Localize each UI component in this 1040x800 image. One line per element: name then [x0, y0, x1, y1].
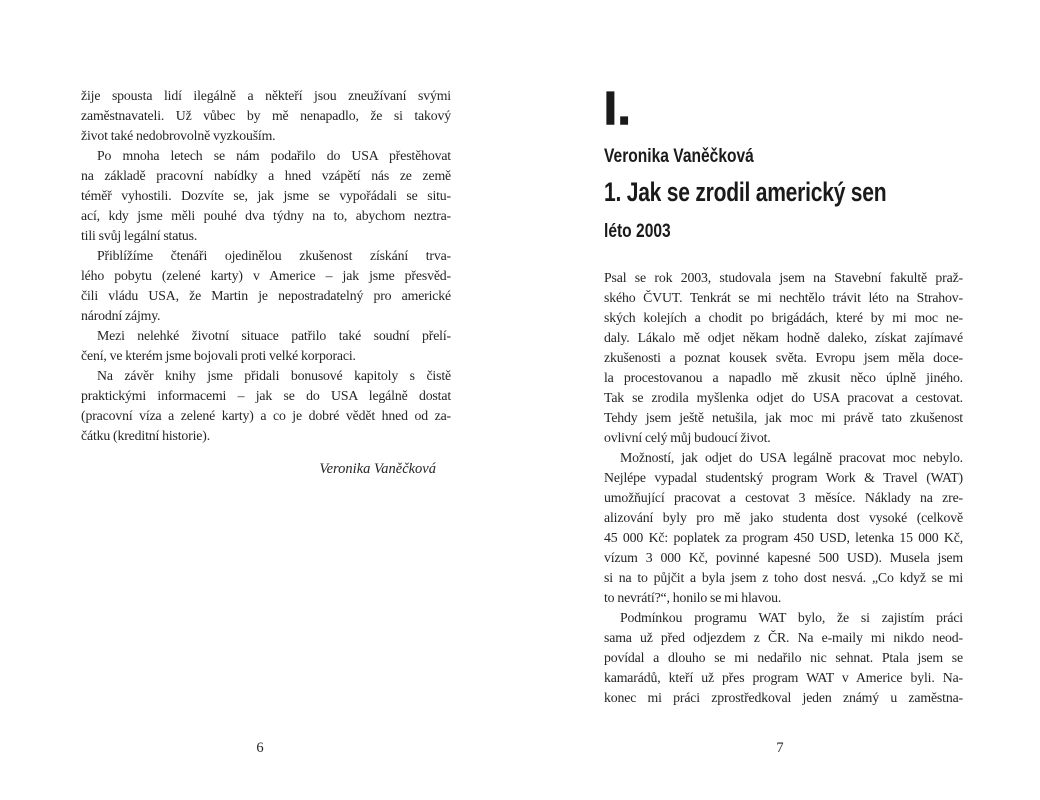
text-line: alizování byly pro mě jako studenta dost vysoké (celkově: [604, 510, 963, 525]
text-line: povídal a dlouho se mi nedařilo nic sehnat. Ptala jsem se: [604, 650, 963, 665]
part-numeral: I.: [604, 82, 632, 134]
page-number-left: 6: [256, 740, 264, 756]
text-line: vízum 3 000 Kč, povinné kapesné 500 USD). Musela jsem: [604, 550, 963, 565]
text-line: ovlivní celý můj budoucí život.: [604, 430, 771, 445]
text-line: čátku (kreditní historie).: [81, 428, 211, 443]
text-line: zkušenosti a poznat kousek světa. Evropu jsem měla doce-: [604, 350, 963, 365]
text-line: národní zájmy.: [81, 308, 161, 323]
text-line: praktickými informacemi – jak se do USA legálně dostat: [81, 388, 451, 403]
chapter-author: Veronika Vaněčková: [604, 146, 754, 167]
text-line: sama už před odjezdem z ČR. Na e-maily mi nikdo neod-: [604, 630, 963, 645]
text-line: ských kolejích a chodit po brigádách, které by mi moc ne-: [604, 310, 963, 325]
text-line: kamarádů, kteří už přes program WAT v Americe byli. Na-: [604, 670, 963, 685]
text-line: la procestovanou a napadlo mě zkusit něco úplně jiného.: [604, 370, 963, 385]
text-line: lého pobytu (zelené karty) v Americe – jak jsme přesvěd-: [81, 268, 451, 283]
text-line: Na závěr knihy jsme přidali bonusové kapitoly s čistě: [97, 368, 451, 383]
text-line: umožňující pracovat a cestovat 3 měsíce. Náklady na zre-: [604, 490, 963, 505]
text-line: Psal se rok 2003, studovala jsem na Stavební fakultě praž-: [604, 270, 963, 285]
text-line: (pracovní víza a zelené karty) a co je dobré vědět hned od za-: [81, 408, 451, 423]
text-line: si na to půjčit a byla jsem z toho dost nesvá. „Co když se mi: [604, 570, 963, 585]
text-line: Podmínkou programu WAT bylo, že si zajistím práci: [620, 610, 963, 625]
text-line: čení, ve kterém jsme bojovali proti velké korporaci.: [81, 348, 356, 363]
text-line: Přiblížíme čtenáři ojedinělou zkušenost získání trva-: [97, 248, 451, 263]
page-number-right: 7: [776, 740, 784, 756]
text-line: Nejlépe vypadal studentský program Work & Travel (WAT): [604, 470, 963, 485]
text-line: Možností, jak odjet do USA legálně pracovat moc nebylo.: [620, 450, 963, 465]
left-page-body: [81, 86, 451, 446]
text-line: Tehdy jsem ještě netušila, jak moc mi právě tato zkušenost: [604, 410, 963, 425]
text-line: Mezi nelehké životní situace patřilo také soudní přelí-: [97, 328, 451, 343]
right-page-body: [604, 268, 963, 708]
text-line: ací, kdy jsme měli pouhé dva týdny na to, abychom neztra-: [81, 208, 451, 223]
text-line: Tak se zrodila myšlenka odjet do USA pracovat a cestovat.: [604, 390, 963, 405]
text-line: to nevrátí?“, honilo se mi hlavou.: [604, 590, 782, 605]
text-line: zaměstnavateli. Už vůbec by mě nenapadlo, že si takový: [81, 108, 451, 123]
text-line: život také nedobrovolně vyzkouším.: [81, 128, 276, 143]
text-line: na základě pracovní nabídky a hned vzápětí nás ze země: [81, 168, 451, 183]
text-line: téměř vyhostili. Dozvíte se, jak jsme se vypořádali se situ-: [81, 188, 451, 203]
text-line: žije spousta lidí ilegálně a někteří jsou zneužívaní svými: [81, 88, 451, 103]
text-line: konec mi práci zprostředkoval jeden známý u zaměstna-: [604, 690, 963, 705]
text-line: tili svůj legální status.: [81, 228, 198, 243]
text-line: 45 000 Kč: poplatek za program 450 USD, letenka 15 000 Kč,: [604, 530, 963, 545]
text-line: daly. Lákalo mě odjet někam hodně daleko, získat zajímavé: [604, 330, 963, 345]
text-line: ského ČVUT. Tenkrát se mi nechtělo trávit léto na Strahov-: [604, 290, 963, 305]
text-line: Po mnoha letech se nám podařilo do USA přestěhovat: [97, 148, 451, 163]
text-line: čili vládu USA, že Martin je nepostradatelný pro americké: [81, 288, 451, 303]
author-signature: Veronika Vaněčková: [319, 461, 436, 477]
section-subtitle: léto 2003: [604, 221, 671, 242]
chapter-title: 1. Jak se zrodil americký sen: [604, 177, 887, 207]
